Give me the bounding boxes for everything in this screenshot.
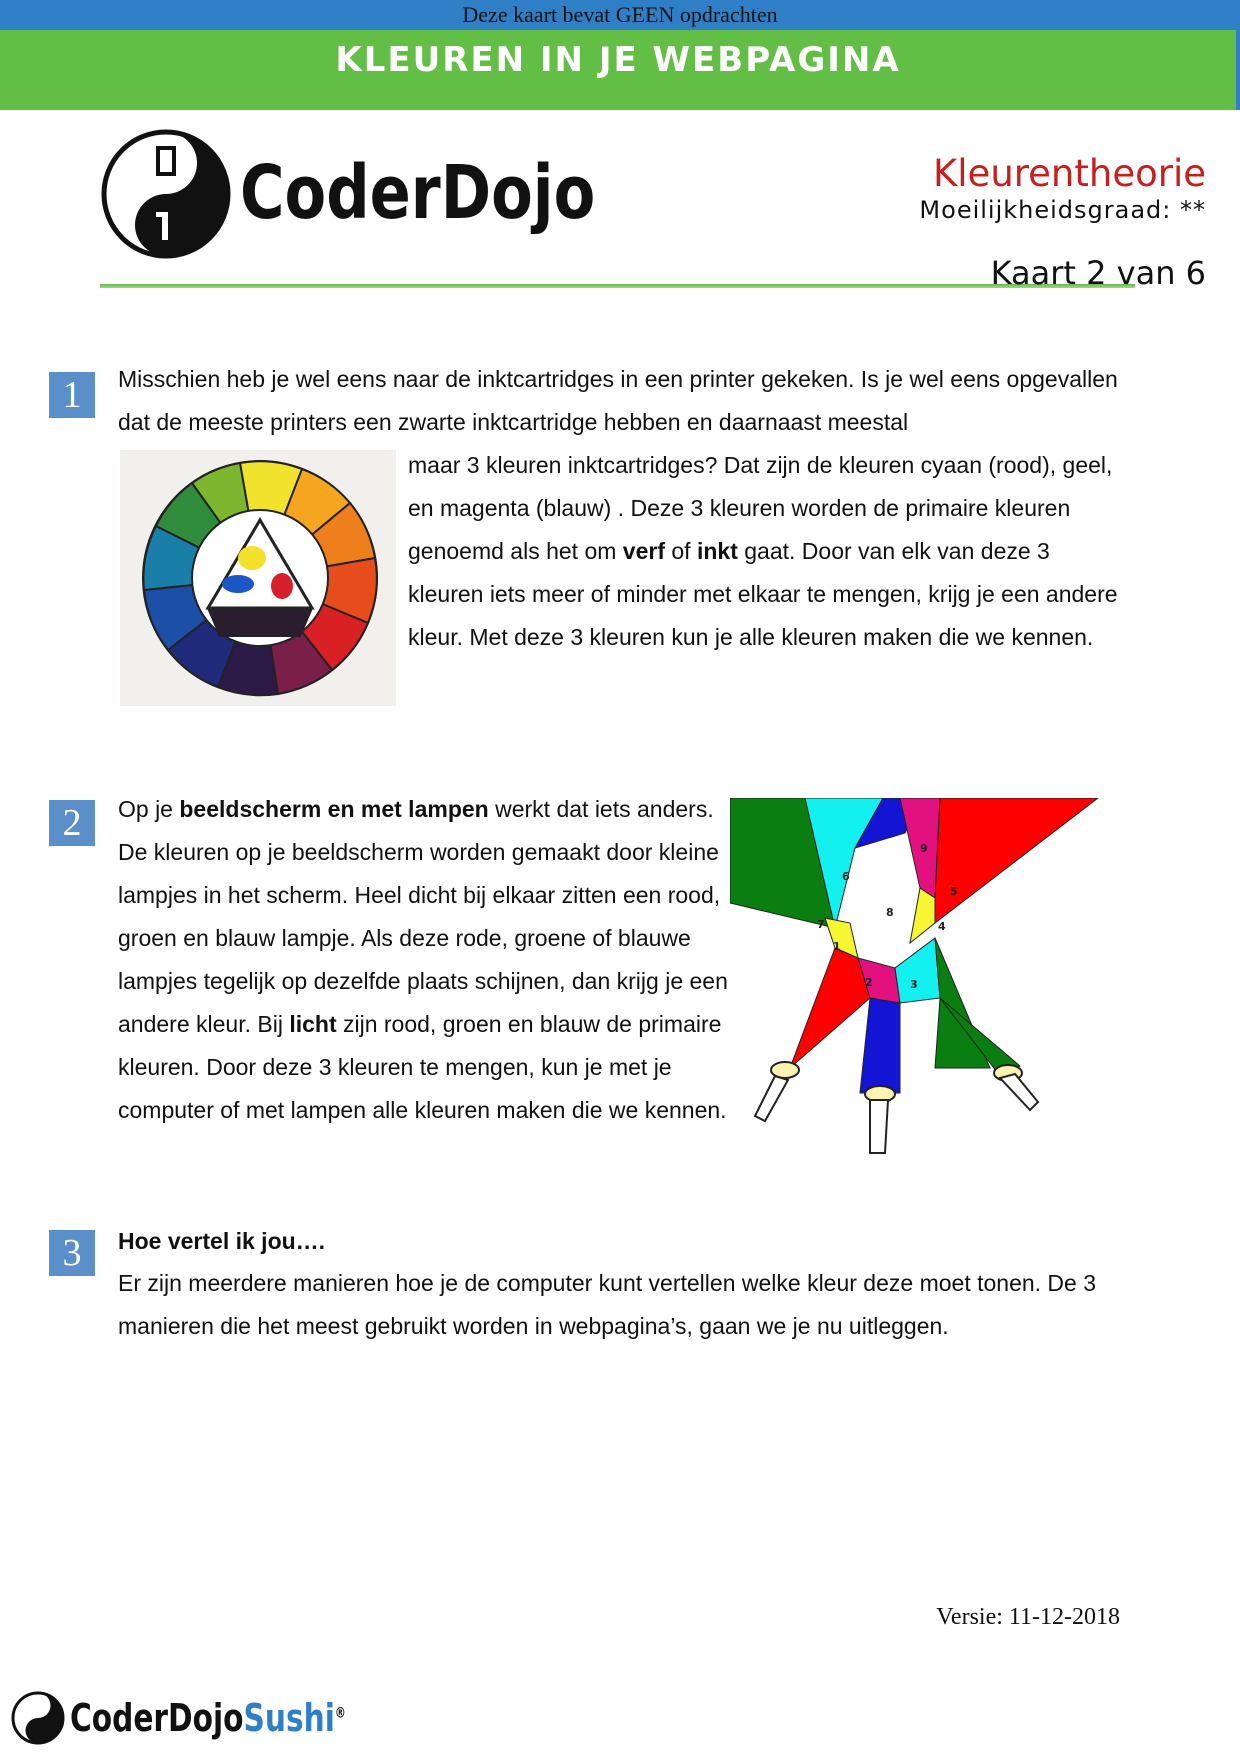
registered-mark: ® (334, 1705, 346, 1722)
color-wheel-image (120, 450, 396, 706)
yin-yang-icon (100, 128, 235, 263)
section-number-badge: 3 (49, 1230, 95, 1276)
beam-label: 3 (910, 978, 918, 991)
footer-brand: CoderDojo (70, 1696, 244, 1740)
body-text: zijn rood, groen en blauw de primaire kleuren. Door deze 3 kleuren te mengen, kun je met je computer of met lampen alle kleuren maken die we kennen. (118, 1011, 727, 1123)
coderdojo-sushi-logo (10, 1690, 346, 1750)
section-1-body (408, 444, 1128, 659)
subject-title: Kleurentheorie (933, 152, 1206, 195)
section-3-body: Er zijn meerdere manieren hoe je de computer kunt vertellen welke kleur deze moet tonen. De 3 manieren die het meest gebruikt worden in webpagina’s, gaan we je nu uitleggen. (118, 1270, 1097, 1339)
bold-term-inkt: inkt (696, 538, 738, 564)
title-banner (0, 30, 1240, 110)
version-label: Versie: 11-12-2018 (936, 1604, 1120, 1630)
page-title: KLEUREN IN JE WEBPAGINA (335, 40, 901, 80)
section-1-lead: Misschien heb je wel eens naar de inktcartridges in een printer gekeken. Is je wel eens opgevallen dat de meeste printers een zwarte inktcartridge hebben en daarnaast meestal (118, 366, 1118, 435)
body-text: gaat. Door van elk van deze 3 kleuren iets meer of minder met elkaar te mengen, krijg je een andere kleur. Met deze 3 kleuren kun je alle kleuren maken die we kennen. (408, 538, 1118, 650)
beam-label: 2 (865, 976, 873, 989)
beam-label: 4 (938, 920, 946, 933)
section-3-title: Hoe vertel ik jou…. (118, 1228, 326, 1254)
section-number-badge: 1 (49, 372, 95, 418)
beam-label: 9 (920, 842, 928, 855)
footer-wordmark (70, 1696, 346, 1740)
body-text: werkt dat iets anders. De kleuren op je beeldscherm worden gemaakt door kleine lampjes in het scherm. Heel dicht bij elkaar zitten een rood, groen en blauw lampje. Als deze rode, groene of blauwe lampjes tegelijk op dezelfde plaats schijnen, dan krijg je een andere kleur. Bij (118, 796, 728, 1037)
bold-term-light: licht (289, 1011, 337, 1037)
beam-label: 1 (833, 940, 841, 953)
subject-block (919, 152, 1206, 224)
difficulty-level: Moeilijkheidsgraad: ** (919, 196, 1206, 224)
coderdojo-logo (100, 128, 596, 263)
beam-label: 6 (842, 870, 850, 883)
logo-wordmark: CoderDojo (240, 150, 596, 236)
card-number: Kaart 2 van 6 (990, 254, 1206, 292)
header-divider (100, 284, 1135, 288)
notice-banner (0, 0, 1240, 30)
bold-term-screen: beeldscherm en met lampen (179, 796, 489, 822)
beam-label: 5 (950, 885, 958, 898)
body-text: Op je (118, 796, 180, 822)
yin-yang-icon (10, 1690, 66, 1746)
body-text: of (665, 538, 697, 564)
section-number-badge: 2 (49, 800, 95, 846)
notice-text: Deze kaart bevat GEEN opdrachten (462, 2, 778, 27)
body-text: maar 3 kleuren inktcartridges? Dat zijn de kleuren cyaan (rood), geel, en magenta (blauw) . Deze 3 kleuren worden de primaire kleuren genoemd als het om (408, 452, 1113, 564)
beam-label: 7 (817, 918, 825, 931)
section-2-body (118, 788, 738, 1132)
light-mixing-diagram (730, 798, 1102, 1188)
bold-term-verf: verf (622, 538, 665, 564)
footer-sub-brand: Sushi (243, 1696, 335, 1740)
beam-label: 8 (886, 906, 894, 919)
